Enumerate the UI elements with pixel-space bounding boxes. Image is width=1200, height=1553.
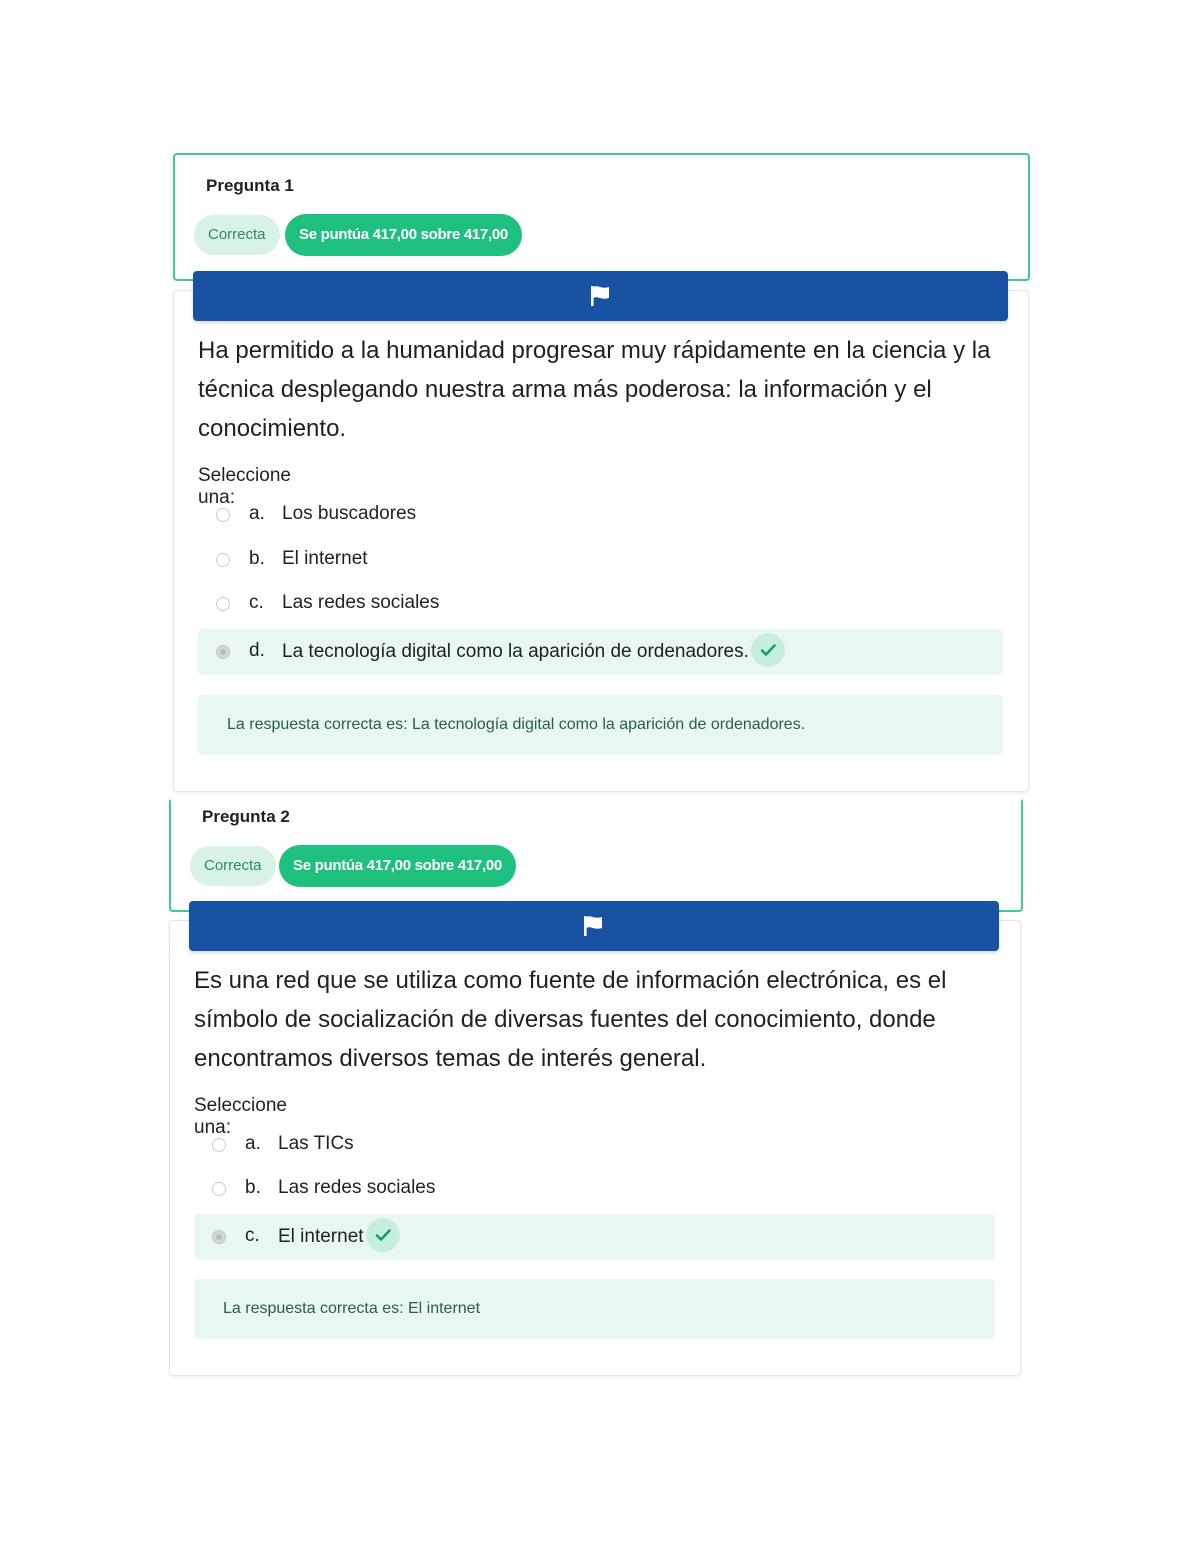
- radio-icon[interactable]: [216, 645, 230, 659]
- radio-icon[interactable]: [216, 597, 230, 611]
- answer-option-b[interactable]: [198, 537, 1003, 583]
- answer-option-c[interactable]: [198, 581, 1003, 627]
- question-header: [173, 153, 1030, 281]
- radio-icon[interactable]: [216, 553, 230, 567]
- radio-icon[interactable]: [212, 1182, 226, 1196]
- option-letter: b.: [245, 1177, 261, 1198]
- question-header: [169, 799, 1023, 912]
- option-text: La tecnología digital como la aparición de ordenadores.: [282, 641, 749, 662]
- grade-badge: Se puntúa 417,00 sobre 417,00: [285, 214, 522, 256]
- feedback-text: La respuesta correcta es: El internet: [223, 1300, 481, 1317]
- option-letter: c.: [245, 1225, 260, 1246]
- option-text-wrap: [278, 1220, 400, 1254]
- flag-icon: [589, 285, 613, 307]
- grade-badge: Se puntúa 417,00 sobre 417,00: [279, 845, 516, 887]
- flag-question-button[interactable]: [193, 271, 1008, 321]
- option-letter: a.: [245, 1133, 261, 1154]
- option-letter: d.: [249, 640, 265, 661]
- status-badge: Correcta: [194, 215, 280, 255]
- answer-option-b[interactable]: [194, 1166, 995, 1212]
- select-prompt: Seleccione una:: [198, 465, 291, 508]
- option-text-wrap: [282, 635, 785, 669]
- check-icon: [366, 1218, 400, 1252]
- question-title: Pregunta 1: [206, 176, 294, 195]
- option-text: Las redes sociales: [278, 1177, 436, 1198]
- question-text: Es una red que se utiliza como fuente de información electrónica, es el símbolo de socialización de diversas fuentes del conocimiento, donde encontramos diversos temas de interés general.: [194, 967, 947, 1072]
- option-letter: c.: [249, 592, 264, 613]
- flag-question-button[interactable]: [189, 901, 999, 951]
- radio-icon[interactable]: [212, 1230, 226, 1244]
- answer-option-c[interactable]: [194, 1214, 995, 1260]
- select-prompt: Seleccione una:: [194, 1095, 287, 1138]
- option-text: Los buscadores: [282, 503, 417, 524]
- option-text: Las redes sociales: [282, 592, 440, 613]
- option-letter: a.: [249, 503, 265, 524]
- question-text: Ha permitido a la humanidad progresar muy rápidamente en la ciencia y la técnica desplegando nuestra arma más poderosa: la información y el conocimiento.: [198, 337, 991, 442]
- correct-answer-feedback: [194, 1279, 995, 1339]
- option-text: El internet: [282, 548, 368, 569]
- option-letter: b.: [249, 548, 265, 569]
- radio-icon[interactable]: [212, 1138, 226, 1152]
- answer-option-a[interactable]: [194, 1122, 995, 1168]
- radio-icon[interactable]: [216, 508, 230, 522]
- status-badge: Correcta: [190, 846, 276, 886]
- option-text: El internet: [278, 1226, 364, 1247]
- answer-option-d[interactable]: [198, 629, 1003, 675]
- answer-option-a[interactable]: [198, 492, 1003, 538]
- feedback-text: La respuesta correcta es: La tecnología digital como la aparición de ordenadores.: [227, 716, 806, 733]
- option-text: Las TICs: [278, 1133, 354, 1154]
- correct-answer-feedback: [198, 695, 1003, 755]
- flag-icon: [582, 915, 606, 937]
- check-icon: [751, 633, 785, 667]
- question-title: Pregunta 2: [202, 807, 290, 826]
